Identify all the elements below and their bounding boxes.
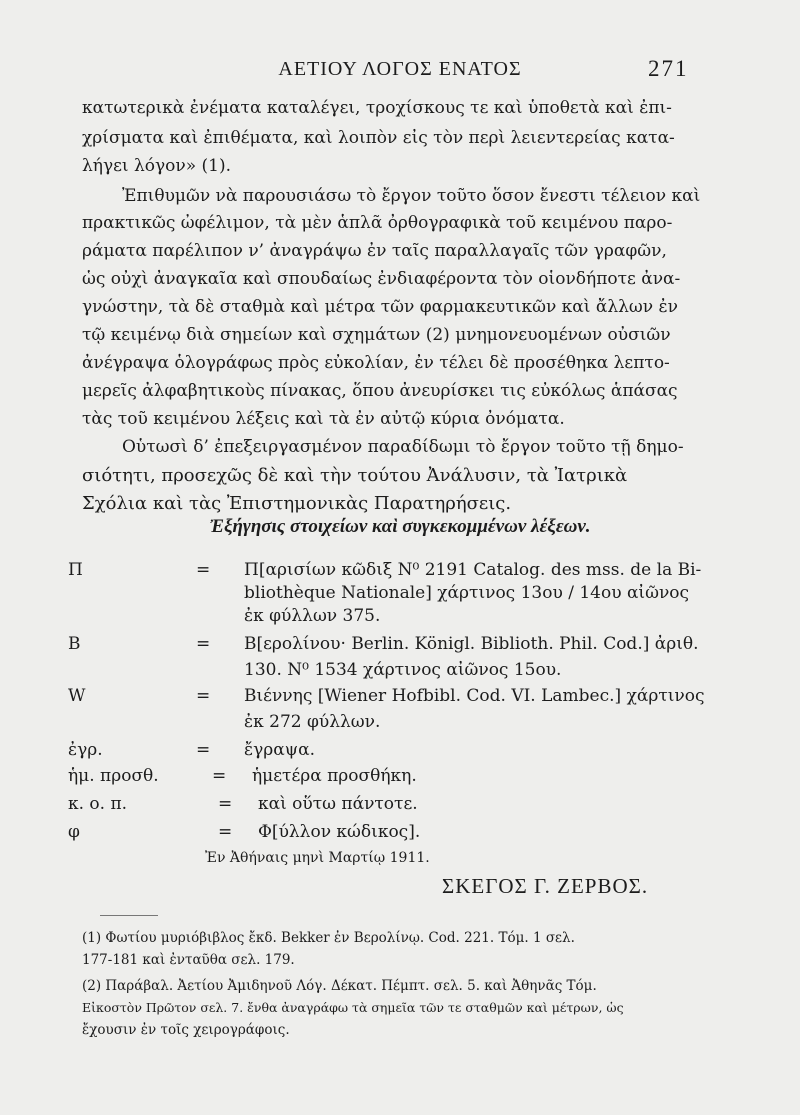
siglum-definition: ἡμετέρα προσθήκη.: [252, 766, 417, 786]
siglum-definition: Φ[ύλλον κώδικος].: [258, 822, 421, 842]
siglum-abbr: ἐγρ.: [68, 740, 103, 760]
siglum-abbr: W: [68, 686, 86, 706]
body-line: λήγει λόγον» (1).: [82, 156, 232, 176]
siglum-row-phi: [68, 822, 768, 848]
running-title: ΑΕΤΙΟΥ ΛΟΓΟΣ ΕΝΑΤΟΣ: [278, 58, 522, 80]
body-line: μερεῖς ἀλφαβητικοὺς πίνακας, ὅπου ἀνευρίσκει τις εὐκόλως ἁπάσας: [82, 381, 678, 401]
body-line: πρακτικῶς ὠφέλιμον, τὰ μὲν ἁπλᾶ ὀρθογραφικὰ τοῦ κειμένου παρο-: [82, 213, 673, 233]
body-line: σιότητι, προσεχῶς δὲ καὶ τὴν τούτου Ἀνάλυσιν, τὰ Ἰατρικὰ: [82, 465, 628, 486]
equals-sign: =: [196, 560, 211, 580]
siglum-abbr: φ: [68, 822, 80, 842]
siglum-row-hm-prosth: [68, 766, 768, 792]
siglum-abbr: κ. ο. π.: [68, 794, 128, 814]
siglum-row-egr: [68, 740, 768, 766]
body-line: ὡς οὐχὶ ἀναγκαῖα καὶ σπουδαίως ἐνδιαφέροντα τὸν οἱονδήποτε ἀνα-: [82, 269, 681, 289]
equals-sign: =: [218, 794, 233, 814]
siglum-definition: B[ερολίνου· Berlin. Königl. Biblioth. Phil. Cod.] ἀριθ.: [244, 634, 699, 654]
body-line: γνώστην, τὰ δὲ σταθμὰ καὶ μέτρα τῶν φαρμακευτικῶν καὶ ἄλλων ἐν: [82, 297, 678, 317]
siglum-abbr: ἡμ. προσθ.: [68, 766, 159, 786]
footnote-rule: [100, 915, 158, 916]
body-line: Ἐπιθυμῶν νὰ παρουσιάσω τὸ ἔργον τοῦτο ὅσον ἔνεστι τέλειον καὶ: [122, 186, 701, 206]
equals-sign: =: [196, 634, 211, 654]
siglum-definition-cont: ἐκ 272 φύλλων.: [244, 712, 381, 732]
siglum-definition: καὶ οὕτω πάντοτε.: [258, 794, 418, 814]
siglum-abbr: B: [68, 634, 81, 654]
siglum-row-b: [68, 634, 768, 660]
body-line: τῷ κειμένῳ διὰ σημείων καὶ σχημάτων (2) μνημονευομένων οὐσιῶν: [82, 325, 671, 345]
footnote-1-cont: 177-181 καὶ ἐνταῦθα σελ. 179.: [82, 952, 295, 968]
equals-sign: =: [218, 822, 233, 842]
siglum-abbr: Π: [68, 560, 83, 580]
siglum-definition-cont: bliothèque Nationale] χάρτινος 13ου / 14ου αἰῶνος: [244, 583, 690, 603]
footnote-2-cont: ἔχουσιν ἐν τοῖς χειρογράφοις.: [82, 1022, 290, 1038]
body-line: τὰς τοῦ κειμένου λέξεις καὶ τὰ ἐν αὐτῷ κύρια ὀνόματα.: [82, 409, 565, 429]
siglum-row-w: [68, 686, 768, 712]
siglum-row-k-o-p: [68, 794, 768, 820]
footnote-1: (1) Φωτίου μυριόβιβλος ἔκδ. Bekker ἐν Βερολίνῳ. Cod. 221. Τόμ. 1 σελ.: [82, 930, 575, 946]
siglum-definition: Βιέννης [Wiener Hofbibl. Cod. VI. Lambec.] χάρτινος: [244, 686, 705, 706]
body-line: Οὑτωσὶ δ’ ἐπεξειργασμένον παραδίδωμι τὸ ἔργον τοῦτο τῇ δημο-: [122, 437, 684, 457]
body-line: χρίσματα καὶ ἐπιθέματα, καὶ λοιπὸν εἰς τὸν περὶ λειεντερείας κατα-: [82, 128, 675, 148]
signature: ΣΚΕΓΟΣ Γ. ΖΕΡΒΟΣ.: [442, 874, 649, 898]
body-line: ἀνέγραψα ὁλογράφως πρὸς εὐκολίαν, ἐν τέλει δὲ προσέθηκα λεπτο-: [82, 353, 670, 373]
body-line: κατωτερικὰ ἐνέματα καταλέγει, τροχίσκους τε καὶ ὑποθετὰ καὶ ἐπι-: [82, 98, 672, 118]
equals-sign: =: [212, 766, 227, 786]
page-number: 271: [648, 56, 689, 81]
body-line: Σχόλια καὶ τὰς Ἐπιστημονικὰς Παρατηρήσεις.: [82, 493, 512, 514]
section-heading: Ἐξήγησις στοιχείων καὶ συγκεκομμένων λέξεων.: [209, 516, 591, 537]
siglum-definition: ἔγραψα.: [244, 740, 315, 760]
footnote-2: (2) Παράβαλ. Ἀετίου Ἀμιδηνοῦ Λόγ. Δέκατ. Πέμπτ. σελ. 5. καὶ Ἀθηνᾶς Τόμ.: [82, 978, 597, 994]
equals-sign: =: [196, 686, 211, 706]
siglum-definition: Π[αρισίων κῶδιξ N⁰ 2191 Catalog. des mss. de la Bi-: [244, 560, 702, 580]
body-line: ράματα παρέλιπον ν’ ἀναγράψω ἐν ταῖς παραλλαγαῖς τῶν γραφῶν,: [82, 241, 667, 261]
siglum-definition-cont: ἐκ φύλλων 375.: [244, 606, 381, 626]
footnote-2-cont: Εἰκοστὸν Πρῶτον σελ. 7. ἔνθα ἀναγράφω τὰ σημεῖα τῶν τε σταθμῶν καὶ μέτρων, ὡς: [82, 1000, 624, 1015]
equals-sign: =: [196, 740, 211, 760]
dateline: Ἐν Ἀθήναις μηνὶ Μαρτίῳ 1911.: [205, 850, 430, 866]
siglum-definition-cont: 130. N⁰ 1534 χάρτινος αἰῶνος 15ου.: [244, 660, 562, 680]
